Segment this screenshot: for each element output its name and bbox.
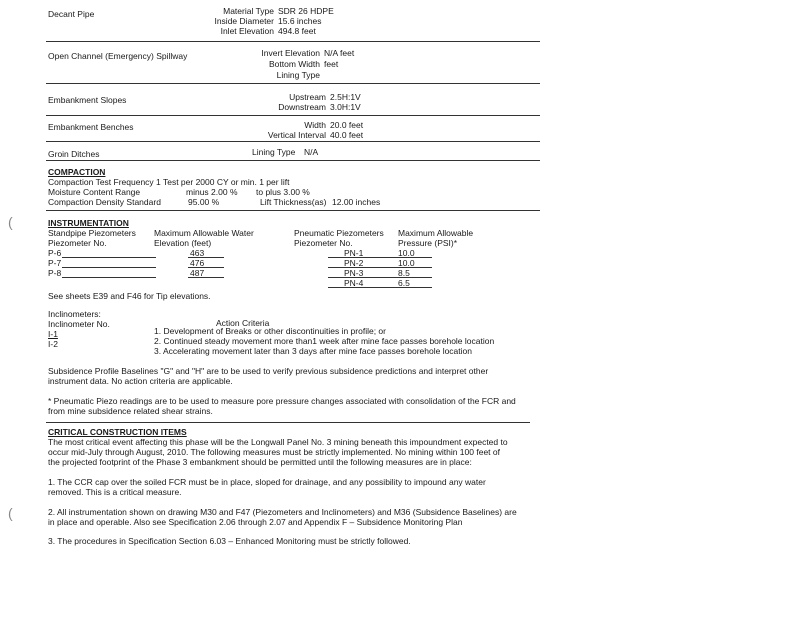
spillway-label: Open Channel (Emergency) Spillway bbox=[48, 51, 188, 61]
groin-lining-value: N/A bbox=[304, 147, 319, 157]
bench-width-label: Width bbox=[304, 120, 326, 130]
pneumatic-header: Pneumatic Piezometers bbox=[294, 228, 384, 238]
inclinometer-id: I-2 bbox=[48, 339, 58, 349]
benches-label: Embankment Benches bbox=[48, 122, 134, 132]
subsidence-note: Subsidence Profile Baselines "G" and "H" are to be used to verify previous subsidence predictions and interpret other bbox=[48, 366, 489, 376]
critical-item-1-cont: removed. This is a critical measure. bbox=[48, 487, 182, 497]
critical-item-3: 3. The procedures in Specification Section 6.03 – Enhanced Monitoring must be strictly followed. bbox=[48, 536, 411, 546]
pneumatic-note: * Pneumatic Piezo readings are to be used to measure pore pressure changes associated with consolidation of the FCR and bbox=[48, 396, 516, 406]
pneumatic-value: 10.0 bbox=[398, 258, 415, 268]
pneumatic-value: 10.0 bbox=[398, 248, 415, 258]
vertical-interval-value: 40.0 feet bbox=[330, 130, 364, 140]
underline bbox=[62, 277, 156, 278]
pneumatic-note-cont: from mine subsidence related shear strains. bbox=[48, 406, 213, 416]
inclinometer-id: I-1 bbox=[48, 329, 58, 339]
standpipe-value: 463 bbox=[190, 248, 205, 258]
lift-thickness-label: Lift Thickness(as) bbox=[260, 197, 327, 207]
standpipe-no-header: Piezometer No. bbox=[48, 238, 107, 248]
action-criteria-header: Action Criteria bbox=[216, 318, 270, 328]
criterion-item: 1. Development of Breaks or other discontinuities in profile; or bbox=[154, 326, 386, 336]
pneumatic-id: PN-3 bbox=[344, 268, 364, 278]
critical-intro: occur mid-July through August, 2010. The following measures must be strictly implemented. No mining within 100 feet of bbox=[48, 447, 500, 457]
density-value: 95.00 % bbox=[188, 197, 220, 207]
upstream-label: Upstream bbox=[289, 92, 326, 102]
lift-thickness-value: 12.00 inches bbox=[332, 197, 381, 207]
subsidence-note-cont: instrument data. No action criteria are applicable. bbox=[48, 376, 233, 386]
inlet-elevation-label: Inlet Elevation bbox=[220, 26, 274, 36]
decant-pipe-label: Decant Pipe bbox=[48, 9, 95, 19]
upstream-value: 2.5H:1V bbox=[330, 92, 361, 102]
critical-item-1: 1. The CCR cap over the soiled FCR must be in place, sloped for drainage, and any possibility to impound any water bbox=[48, 477, 486, 487]
underline bbox=[188, 277, 224, 278]
standpipe-value: 476 bbox=[190, 258, 205, 268]
spillway-lining-label: Lining Type bbox=[276, 70, 320, 80]
moisture-label: Moisture Content Range bbox=[48, 187, 141, 197]
bench-width-value: 20.0 feet bbox=[330, 120, 364, 130]
standpipe-value: 487 bbox=[190, 268, 205, 278]
pneumatic-no-header: Piezometer No. bbox=[294, 238, 353, 248]
invert-elevation-value: N/A feet bbox=[324, 48, 355, 58]
max-allowable-header: Maximum Allowable bbox=[398, 228, 474, 238]
groin-lining-label: Lining Type bbox=[252, 147, 296, 157]
critical-intro: The most critical event affecting this phase will be the Longwall Panel No. 3 mining beneath this impoundment expected to bbox=[48, 437, 508, 447]
max-water-header: Maximum Allowable Water bbox=[154, 228, 254, 238]
see-sheets-note: See sheets E39 and F46 for Tip elevations. bbox=[48, 291, 211, 301]
underline bbox=[62, 267, 156, 268]
inside-diameter-label: Inside Diameter bbox=[214, 16, 274, 26]
standpipe-id: P-8 bbox=[48, 268, 62, 278]
slopes-label: Embankment Slopes bbox=[48, 95, 127, 105]
bottom-width-value: feet bbox=[324, 59, 339, 69]
critical-item-2-cont: in place and operable. Also see Specification 2.06 through 2.07 and Appendix F – Subsidence Monitoring Plan bbox=[48, 517, 463, 527]
divider bbox=[46, 160, 540, 161]
pneumatic-id: PN-1 bbox=[344, 248, 364, 258]
binder-hole-mark: ( bbox=[8, 505, 13, 521]
divider bbox=[46, 41, 540, 42]
bottom-width-label: Bottom Width bbox=[268, 59, 320, 69]
density-label: Compaction Density Standard bbox=[48, 197, 161, 207]
pneumatic-id: PN-4 bbox=[344, 278, 364, 288]
inside-diameter-value: 15.6 inches bbox=[278, 16, 322, 26]
underline bbox=[328, 287, 432, 288]
underline bbox=[62, 257, 156, 258]
critical-intro: the projected footprint of the Phase 3 embankment should be permitted until the following measures are in place: bbox=[48, 457, 472, 467]
moisture-plus-value: to plus 3.00 % bbox=[256, 187, 310, 197]
divider bbox=[46, 83, 540, 84]
pressure-psi-header: Pressure (PSI)* bbox=[398, 238, 458, 248]
criterion-item: 2. Continued steady movement more than1 week after mine face passes borehole location bbox=[154, 336, 495, 346]
standpipe-id: P-7 bbox=[48, 258, 62, 268]
standpipe-id: P-6 bbox=[48, 248, 62, 258]
downstream-value: 3.0H:1V bbox=[330, 102, 361, 112]
critical-item-2: 2. All instrumentation shown on drawing M30 and F47 (Piezometers and Inclinometers) and M36 (Subsidence Baselines) are bbox=[48, 507, 517, 517]
groin-label: Groin Ditches bbox=[48, 149, 100, 159]
compaction-heading: COMPACTION bbox=[48, 167, 106, 177]
divider bbox=[46, 115, 540, 116]
inclinometer-no-header: Inclinometer No. bbox=[48, 319, 110, 329]
invert-elevation-label: Invert Elevation bbox=[261, 48, 320, 58]
vertical-interval-label: Vertical Interval bbox=[267, 130, 326, 140]
divider bbox=[46, 422, 530, 423]
pneumatic-value: 8.5 bbox=[398, 268, 410, 278]
instrumentation-heading: INSTRUMENTATION bbox=[48, 218, 129, 228]
downstream-label: Downstream bbox=[278, 102, 326, 112]
critical-heading: CRITICAL CONSTRUCTION ITEMS bbox=[48, 427, 187, 437]
pneumatic-value: 6.5 bbox=[398, 278, 410, 288]
elevation-feet-header: Elevation (feet) bbox=[154, 238, 212, 248]
pneumatic-id: PN-2 bbox=[344, 258, 364, 268]
divider bbox=[46, 210, 540, 211]
binder-hole-mark: ( bbox=[8, 214, 13, 230]
standpipe-header: Standpipe Piezometers bbox=[48, 228, 136, 238]
material-type-label: Material Type bbox=[223, 6, 274, 16]
criterion-item: 3. Accelerating movement later than 3 days after mine face passes borehole location bbox=[154, 346, 472, 356]
divider bbox=[46, 141, 540, 142]
inclinometers-label: Inclinometers: bbox=[48, 309, 101, 319]
inlet-elevation-value: 494.8 feet bbox=[278, 26, 316, 36]
compaction-frequency: Compaction Test Frequency 1 Test per 2000 CY or min. 1 per lift bbox=[48, 177, 290, 187]
material-type-value: SDR 26 HDPE bbox=[278, 6, 334, 16]
moisture-minus-value: minus 2.00 % bbox=[186, 187, 238, 197]
